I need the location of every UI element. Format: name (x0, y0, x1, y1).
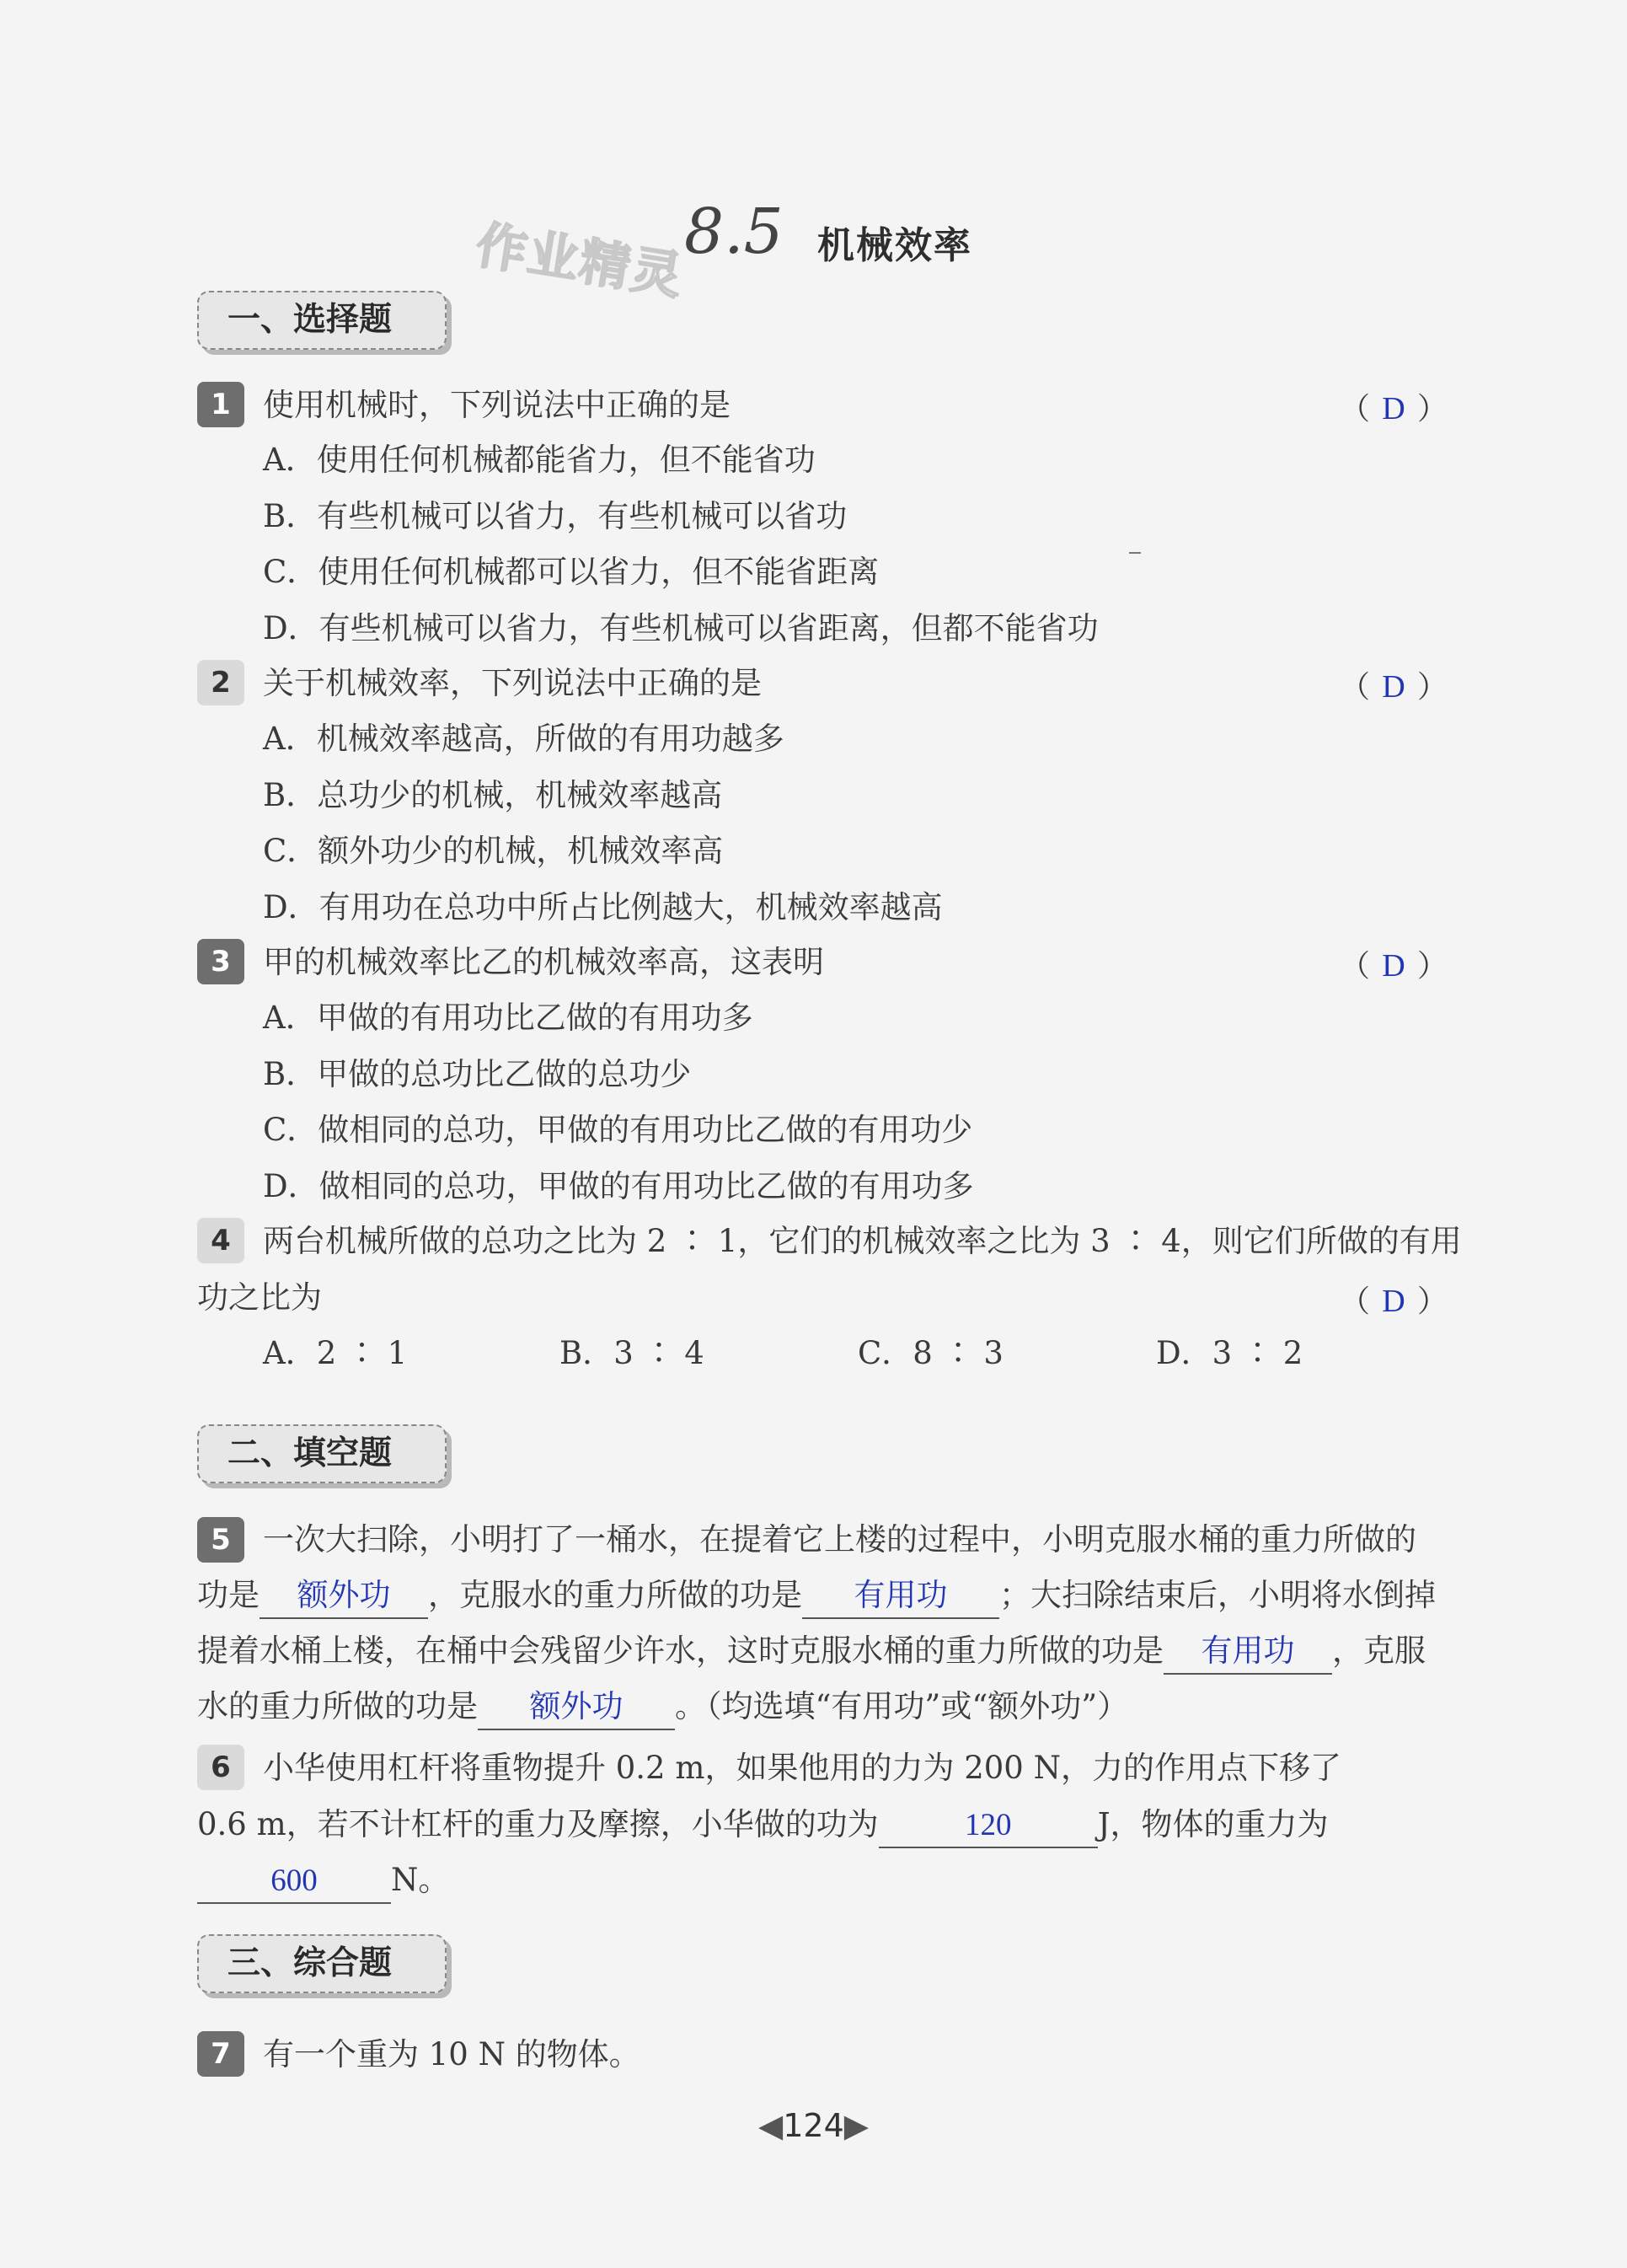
option-d: D．有用功在总功中所占比例越大，机械效率越高 (263, 889, 943, 925)
question-number: 1 (197, 382, 244, 427)
left-triangle-icon: ◀ (758, 2107, 784, 2144)
question-stem-cont: 功之比为 (197, 1279, 322, 1316)
question-line (197, 1686, 1128, 1730)
section-heading-comprehensive: 三、综合题 (197, 1934, 447, 1993)
question-number: 3 (197, 939, 244, 984)
text: 水的重力所做的功是 (197, 1688, 478, 1724)
option-c: C．做相同的总功，甲做的有用功比乙做的有用功少 (263, 1112, 973, 1148)
answer-bracket: （ D ） (1340, 1280, 1448, 1323)
text: ，克服 (1332, 1633, 1426, 1669)
option-b: B．甲做的总功比乙做的总功少 (263, 1056, 692, 1092)
text: ；大扫除结束后，小明将水倒掉 (999, 1577, 1436, 1613)
question-line (197, 1574, 1436, 1619)
question-number: 4 (197, 1218, 244, 1263)
text: 提着水桶上楼，在桶中会残留少许水，这时克服水桶的重力所做的功是 (197, 1633, 1164, 1669)
blank (802, 1579, 999, 1619)
option-d: D．3 ∶ 2 (1156, 1335, 1303, 1371)
answer-bracket: （ D ） (1340, 666, 1448, 709)
answer-bracket: （ D ） (1340, 945, 1448, 988)
question-stem: 小华使用杠杆将重物提升 0.2 m，如果他用的力为 200 N，力的作用点下移了 (263, 1750, 1341, 1786)
answer-letter: D (1382, 391, 1405, 426)
option-b: B．3 ∶ 4 (559, 1335, 704, 1371)
watermark: 作业精灵 (472, 215, 688, 307)
filled-answer: 额外功 (529, 1690, 624, 1724)
question-number: 5 (197, 1517, 244, 1563)
section-heading-fill: 二、填空题 (197, 1424, 447, 1483)
question-number: 6 (197, 1745, 244, 1790)
option-b: B．总功少的机械，机械效率越高 (263, 777, 723, 813)
text: J，物体的重力为 (1097, 1806, 1329, 1842)
page-number (0, 2107, 1627, 2144)
option-c: C．额外功少的机械，机械效率高 (263, 833, 724, 869)
question-stem: 两台机械所做的总功之比为 2 ∶ 1，它们的机械效率之比为 3 ∶ 4，则它们所做的有用 (263, 1223, 1462, 1259)
option-a: A．机械效率越高，所做的有用功越多 (263, 721, 784, 757)
question-stem: 一次大扫除，小明打了一桶水，在提着它上楼的过程中，小明克服水桶的重力所做的 (263, 1521, 1416, 1558)
answer-letter: D (1382, 1284, 1405, 1319)
blank (478, 1690, 675, 1730)
text: 功是 (197, 1577, 260, 1613)
option-d: D．做相同的总功，甲做的有用功比乙做的有用功多 (263, 1168, 974, 1204)
answer-letter: D (1382, 669, 1405, 705)
option-d: D．有些机械可以省力，有些机械可以省距离，但都不能省功 (263, 610, 1099, 646)
question-line (197, 1859, 449, 1904)
text: 。（均选填“有用功”或“额外功”） (675, 1688, 1129, 1724)
scan-speck (1129, 552, 1141, 554)
section-heading-choice: 一、选择题 (197, 291, 447, 350)
filled-answer: 600 (270, 1863, 318, 1898)
question-stem: 甲的机械效率比乙的机械效率高，这表明 (263, 944, 824, 980)
filled-answer: 有用功 (854, 1579, 948, 1613)
question-line (197, 1804, 1329, 1848)
right-triangle-icon: ▶ (843, 2107, 869, 2144)
question-stem: 有一个重为 10 N 的物体。 (263, 2036, 640, 2072)
question-number: 2 (197, 660, 244, 705)
answer-letter: D (1382, 948, 1405, 984)
section-number: 8.5 (684, 196, 784, 268)
option-b: B．有些机械可以省力，有些机械可以省功 (263, 498, 848, 534)
text: N。 (391, 1862, 450, 1898)
section-title: 机械效率 (817, 224, 972, 267)
option-a: A．使用任何机械都能省力，但不能省功 (263, 442, 816, 478)
page-number-value: 124 (783, 2107, 844, 2144)
filled-answer: 额外功 (297, 1579, 391, 1613)
blank (879, 1808, 1098, 1848)
answer-bracket: （ D ） (1340, 388, 1448, 431)
filled-answer: 有用功 (1201, 1634, 1295, 1669)
question-line (197, 1630, 1426, 1675)
question-stem: 关于机械效率，下列说法中正确的是 (263, 665, 762, 701)
text: 0.6 m，若不计杠杆的重力及摩擦，小华做的功为 (197, 1806, 879, 1842)
blank (197, 1863, 391, 1904)
option-a: A．甲做的有用功比乙做的有用功多 (263, 1000, 753, 1036)
question-number: 7 (197, 2031, 244, 2077)
option-c: C．使用任何机械都可以省力，但不能省距离 (263, 554, 880, 590)
blank (260, 1579, 428, 1619)
option-c: C．8 ∶ 3 (858, 1335, 1003, 1371)
blank (1164, 1634, 1332, 1675)
question-stem: 使用机械时，下列说法中正确的是 (263, 387, 731, 423)
text: ，克服水的重力所做的功是 (428, 1577, 802, 1613)
filled-answer: 120 (964, 1808, 1012, 1842)
option-a: A．2 ∶ 1 (263, 1335, 408, 1371)
